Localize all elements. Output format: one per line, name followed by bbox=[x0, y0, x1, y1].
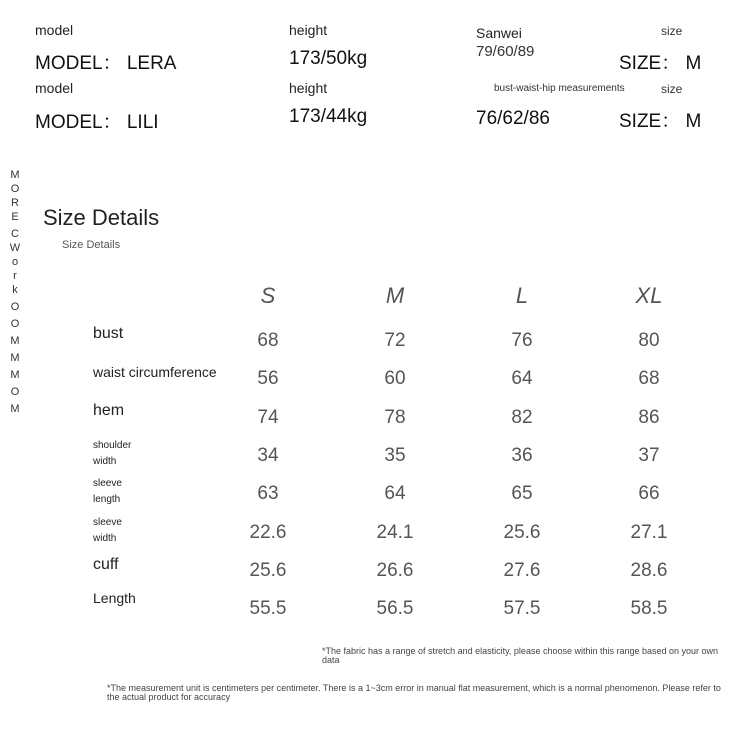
side-char: O bbox=[10, 386, 20, 398]
measure-value-1: 79/60/89 bbox=[476, 43, 535, 60]
side-vertical-text bbox=[8, 170, 22, 418]
size-header-xl: XL bbox=[635, 283, 663, 308]
row-label-line: shoulder bbox=[93, 440, 132, 451]
side-char: k bbox=[12, 284, 18, 296]
side-char: O bbox=[10, 183, 20, 195]
side-char: M bbox=[10, 352, 20, 364]
table-cell: 68 bbox=[638, 368, 660, 389]
row-label bbox=[93, 364, 217, 380]
row-label-line: width bbox=[93, 455, 117, 467]
size-header-s: S bbox=[260, 283, 276, 308]
table-cell: 27.1 bbox=[630, 522, 668, 543]
row-label-line: cuff bbox=[93, 556, 119, 573]
side-char: E bbox=[11, 211, 19, 223]
size-value-1: SIZE： M bbox=[619, 53, 702, 74]
table-cell: 56.5 bbox=[376, 598, 414, 619]
table-cell: 24.1 bbox=[376, 522, 414, 543]
model-label-2: model bbox=[35, 80, 74, 96]
table-cell: 78 bbox=[384, 407, 406, 428]
row-label-line: sleeve bbox=[93, 517, 122, 528]
table-cell: 80 bbox=[638, 330, 660, 351]
row-label bbox=[93, 515, 122, 546]
table-cell: 60 bbox=[384, 368, 406, 389]
size-details-subtitle: Size Details bbox=[62, 239, 121, 251]
row-label-line: Length bbox=[93, 590, 136, 606]
side-char: M bbox=[10, 369, 20, 381]
table-cell: 35 bbox=[384, 445, 406, 466]
table-cell: 37 bbox=[638, 445, 660, 466]
table-cell: 68 bbox=[257, 330, 279, 351]
row-label-line: waist circumference bbox=[93, 364, 217, 380]
size-value-2: SIZE： M bbox=[619, 111, 702, 132]
table-cell: 86 bbox=[638, 407, 660, 428]
height-value-1: 173/50kg bbox=[289, 48, 368, 69]
row-label bbox=[93, 556, 119, 574]
table-cell: 36 bbox=[511, 445, 533, 466]
measure-label-2: bust-waist-hip measurements bbox=[494, 83, 625, 94]
table-cell: 28.6 bbox=[630, 560, 668, 581]
row-label bbox=[93, 590, 136, 606]
row-label bbox=[93, 402, 124, 420]
model-label-1: model bbox=[35, 22, 74, 38]
table-cell: 55.5 bbox=[249, 598, 287, 619]
side-char: M bbox=[10, 403, 20, 415]
measure-value-2: 76/62/86 bbox=[476, 108, 550, 129]
size-label-2: size bbox=[661, 82, 683, 96]
table-cell: 76 bbox=[511, 330, 533, 351]
table-cell: 66 bbox=[638, 483, 660, 504]
size-label-1: size bbox=[661, 24, 683, 38]
table-cell: 72 bbox=[384, 330, 406, 351]
table-cell: 57.5 bbox=[503, 598, 541, 619]
height-label-2: height bbox=[289, 80, 328, 96]
table-cell: 64 bbox=[384, 483, 406, 504]
row-label-line: bust bbox=[93, 325, 124, 342]
row-label-line: width bbox=[93, 532, 117, 544]
table-cell: 26.6 bbox=[376, 560, 414, 581]
table-cell: 27.6 bbox=[503, 560, 541, 581]
table-cell: 64 bbox=[511, 368, 533, 389]
measurement-note: *The measurement unit is centimeters per centimeter. There is a 1~3cm error in manual flat measurement, which is a normal phenomenon. Please refer to the actual product for accuracy bbox=[107, 683, 721, 703]
side-char: W bbox=[9, 242, 21, 254]
height-value-2: 173/44kg bbox=[289, 106, 368, 127]
stretch-note: *The fabric has a range of stretch and elasticity, please choose within this range based on your own data bbox=[322, 646, 719, 666]
row-label bbox=[93, 476, 122, 507]
side-char: R bbox=[11, 197, 19, 209]
side-char: M bbox=[10, 169, 20, 181]
height-label-1: height bbox=[289, 22, 328, 38]
side-char: C bbox=[11, 228, 19, 240]
table-cell: 34 bbox=[257, 445, 279, 466]
measure-label-1: Sanwei bbox=[476, 25, 522, 41]
table-cell: 22.6 bbox=[249, 522, 287, 543]
table-cell: 82 bbox=[511, 407, 533, 428]
model-value-1: MODEL： LERA bbox=[35, 53, 177, 74]
row-label bbox=[93, 325, 123, 343]
row-label-line: length bbox=[93, 493, 121, 505]
table-cell: 74 bbox=[257, 407, 279, 428]
table-cell: 25.6 bbox=[249, 560, 287, 581]
model-value-2: MODEL： LILI bbox=[35, 112, 159, 133]
table-cell: 25.6 bbox=[503, 522, 541, 543]
size-details-title: Size Details bbox=[43, 205, 160, 230]
table-cell: 65 bbox=[511, 483, 533, 504]
side-char: M bbox=[10, 335, 20, 347]
row-label-line: sleeve bbox=[93, 478, 122, 489]
row-label bbox=[93, 438, 131, 469]
table-cell: 63 bbox=[257, 483, 279, 504]
side-char: r bbox=[13, 270, 17, 282]
side-char: O bbox=[10, 318, 20, 330]
side-char: o bbox=[11, 256, 19, 268]
side-char: O bbox=[10, 301, 20, 313]
size-header-l: L bbox=[515, 283, 529, 308]
table-cell: 58.5 bbox=[630, 598, 668, 619]
size-header-m: M bbox=[385, 283, 405, 308]
row-label-line: hem bbox=[93, 402, 125, 419]
table-cell: 56 bbox=[257, 368, 279, 389]
